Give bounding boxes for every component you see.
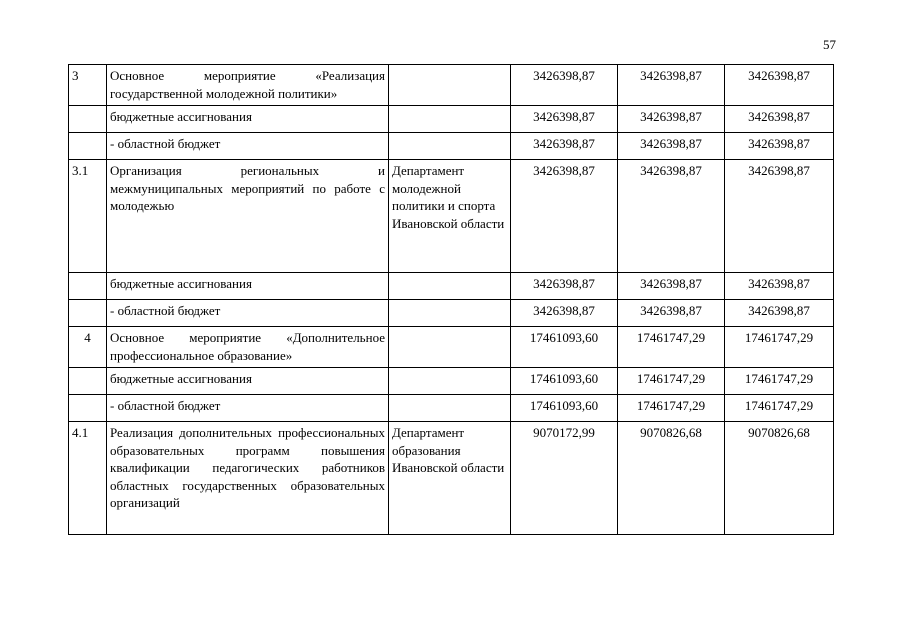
amount-year-3: 3426398,87 <box>725 300 834 327</box>
amount-year-2: 3426398,87 <box>618 160 725 273</box>
amount-year-2: 17461747,29 <box>618 395 725 422</box>
amount-year-1: 3426398,87 <box>511 160 618 273</box>
amount-year-3: 9070826,68 <box>725 422 834 535</box>
table-row <box>69 273 834 300</box>
activity-name: бюджетные ассигнования <box>107 106 389 133</box>
activity-name: бюджетные ассигнования <box>107 273 389 300</box>
amount-year-3: 3426398,87 <box>725 106 834 133</box>
row-number <box>69 106 107 133</box>
activity-name: бюджетные ассигнования <box>107 368 389 395</box>
executor <box>389 65 511 106</box>
amount-year-1: 3426398,87 <box>511 273 618 300</box>
amount-year-1: 17461093,60 <box>511 327 618 368</box>
activity-name: - областной бюджет <box>107 300 389 327</box>
executor <box>389 300 511 327</box>
table-row <box>69 65 834 106</box>
activity-name: - областной бюджет <box>107 133 389 160</box>
table-row <box>69 106 834 133</box>
activity-name: Организация региональных и межмуниципальных мероприятий по работе с молодежью <box>107 160 389 273</box>
amount-year-3: 3426398,87 <box>725 65 834 106</box>
amount-year-1: 3426398,87 <box>511 65 618 106</box>
amount-year-2: 17461747,29 <box>618 368 725 395</box>
amount-year-3: 17461747,29 <box>725 395 834 422</box>
activity-name: Реализация дополнительных профессиональных образовательных программ повышения квалификации педагогических работников областных государственных образовательных организаций <box>107 422 389 535</box>
executor <box>389 327 511 368</box>
amount-year-1: 9070172,99 <box>511 422 618 535</box>
amount-year-2: 3426398,87 <box>618 65 725 106</box>
amount-year-1: 3426398,87 <box>511 300 618 327</box>
amount-year-2: 3426398,87 <box>618 273 725 300</box>
amount-year-3: 3426398,87 <box>725 133 834 160</box>
page-number: 57 <box>823 37 836 52</box>
table-row <box>69 300 834 327</box>
row-number <box>69 368 107 395</box>
executor <box>389 133 511 160</box>
budget-table <box>68 64 834 535</box>
executor: Департамент молодежной политики и спорта Ивановской области <box>389 160 511 273</box>
executor: Департамент образования Ивановской области <box>389 422 511 535</box>
amount-year-3: 3426398,87 <box>725 160 834 273</box>
amount-year-2: 3426398,87 <box>618 300 725 327</box>
executor <box>389 273 511 300</box>
executor <box>389 106 511 133</box>
amount-year-2: 3426398,87 <box>618 106 725 133</box>
amount-year-3: 17461747,29 <box>725 327 834 368</box>
table-row <box>69 327 834 368</box>
activity-name: Основное мероприятие «Реализация государственной молодежной политики» <box>107 65 389 106</box>
row-number: 3 <box>69 65 107 106</box>
amount-year-3: 3426398,87 <box>725 273 834 300</box>
amount-year-3: 17461747,29 <box>725 368 834 395</box>
amount-year-2: 3426398,87 <box>618 133 725 160</box>
row-number <box>69 133 107 160</box>
row-number <box>69 300 107 327</box>
amount-year-1: 17461093,60 <box>511 395 618 422</box>
row-number <box>69 395 107 422</box>
row-number <box>69 273 107 300</box>
amount-year-1: 17461093,60 <box>511 368 618 395</box>
amount-year-2: 17461747,29 <box>618 327 725 368</box>
row-number: 4.1 <box>69 422 107 535</box>
row-number: 3.1 <box>69 160 107 273</box>
activity-name: Основное мероприятие «Дополнительное профессиональное образование» <box>107 327 389 368</box>
executor <box>389 368 511 395</box>
executor <box>389 395 511 422</box>
table-row <box>69 133 834 160</box>
table-row <box>69 395 834 422</box>
table-row <box>69 368 834 395</box>
amount-year-2: 9070826,68 <box>618 422 725 535</box>
row-number: 4 <box>69 327 107 368</box>
table-row <box>69 160 834 273</box>
activity-name: - областной бюджет <box>107 395 389 422</box>
amount-year-1: 3426398,87 <box>511 133 618 160</box>
amount-year-1: 3426398,87 <box>511 106 618 133</box>
table-row <box>69 422 834 535</box>
